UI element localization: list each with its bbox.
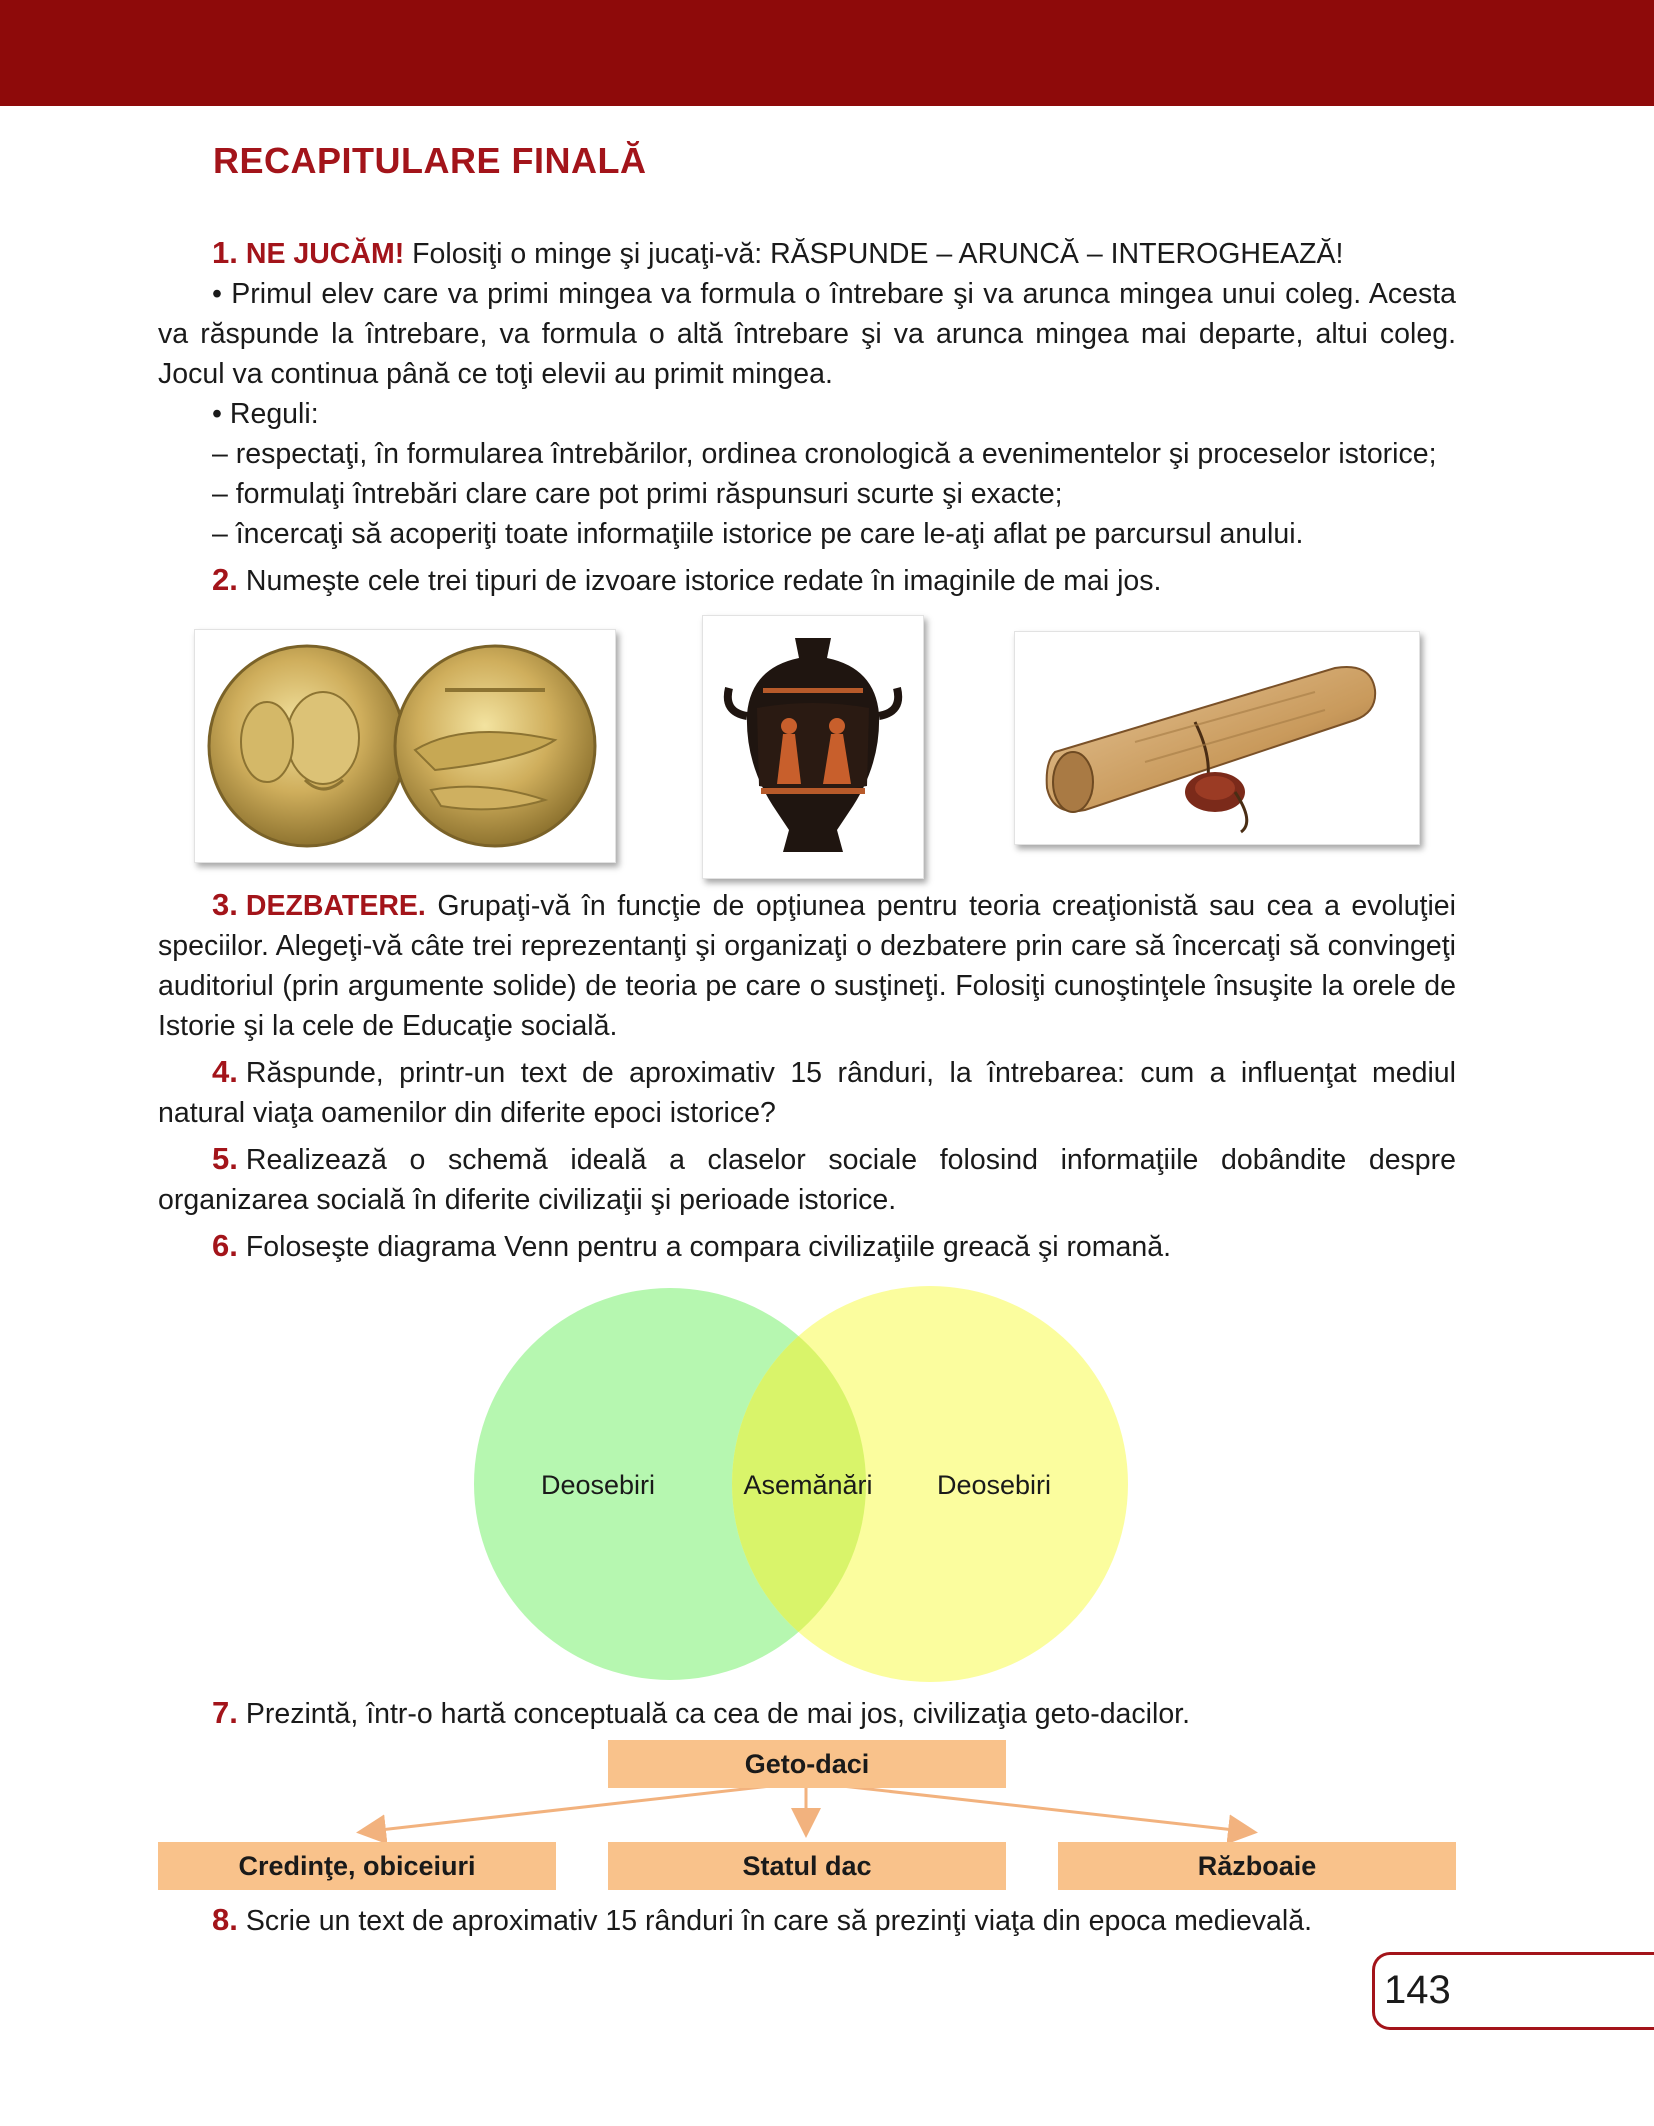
q4-number: 4.: [212, 1054, 238, 1089]
concept-root: Geto-daci: [608, 1740, 1006, 1788]
venn-right-label: Deosebiri: [936, 1470, 1052, 1500]
q8: [158, 1900, 1456, 1941]
q1-text: Folosiţi o minge şi jucaţi-vă: RĂSPUNDE – ARUNCĂ – INTEROGHEAZĂ!: [404, 238, 1344, 270]
concept-child-2: Statul dac: [608, 1842, 1006, 1890]
concept-map: [158, 1740, 1456, 1900]
q6-number: 6.: [212, 1228, 238, 1263]
q1-rule-1: – respectaţi, în formularea întrebărilor, ordinea cronologică a evenimentelor şi proceselor istorice;: [212, 438, 1437, 470]
scroll-image: [1014, 631, 1420, 845]
q8-text: Scrie un text de aproximativ 15 rânduri în care să prezinţi viaţa din epoca medievală.: [245, 1905, 1313, 1937]
q4: [158, 1052, 1456, 1133]
coins-image: [194, 629, 616, 863]
page-title: RECAPITULARE FINALĂ: [213, 140, 647, 181]
q1-number: 1.: [212, 235, 238, 270]
top-color-band: [0, 0, 1654, 106]
page-content: [158, 233, 1456, 1941]
q5-text: Realizează o schemă ideală a claselor sociale folosind informaţiile dobândite despre organizarea socială în diferite civilizaţii şi perioade istorice.: [158, 1144, 1456, 1216]
q4-text: Răspunde, printr-un text de aproximativ 15 rânduri, la întrebarea: cum a influenţat mediul natural viaţa oamenilor din diferite epoci istorice?: [158, 1057, 1456, 1129]
q1-keyword: NE JUCĂM!: [245, 238, 405, 270]
q8-number: 8.: [212, 1902, 238, 1937]
page-number: 143: [1384, 1968, 1451, 2012]
q1-bullet-1: • Primul elev care va primi mingea va formula o întrebare şi va arunca mingea unui coleg. Acesta va răspunde la întrebare, va formula o altă întrebare şi va arunca mingea mai departe, altui coleg. Jocul va continua până ce toţi elevii au primit mingea.: [158, 278, 1456, 390]
q2-text: Numeşte cele trei tipuri de izvoare istorice redate în imaginile de mai jos.: [245, 565, 1162, 597]
q7-number: 7.: [212, 1695, 238, 1730]
q7: [158, 1693, 1456, 1734]
concept-child-3: Războaie: [1058, 1842, 1456, 1890]
concept-child-1: Credinţe, obiceiuri: [158, 1842, 556, 1890]
venn-middle-label: Asemănări: [743, 1470, 873, 1500]
vase-image: [702, 615, 924, 879]
historical-sources-images: [158, 615, 1456, 885]
q5-number: 5.: [212, 1141, 238, 1176]
q1-rule-3: – încercaţi să acoperiţi toate informaţiile istorice pe care le-aţi aflat pe parcursul anului.: [212, 518, 1304, 550]
q6: [158, 1226, 1456, 1267]
q2-number: 2.: [212, 562, 238, 597]
q1-bullet-2: • Reguli:: [212, 398, 319, 430]
q3-text: Grupaţi-vă în funcţie de opţiunea pentru teoria creaţionistă sau cea a evoluţiei speciilor. Alegeţi-vă câte trei reprezentanţi şi organizaţi o dezbatere prin care să încercaţi să convingeţi auditoriul (prin argumente solide) de teoria pe care o susţineţi. Folosiţi cunoştinţele însuşite la orele de Istorie şi la cele de Educaţie socială.: [158, 890, 1456, 1042]
q1-heading: [158, 233, 1456, 274]
q2: [158, 560, 1456, 601]
q3-number: 3.: [212, 887, 238, 922]
q1-rule-2: – formulaţi întrebări clare care pot primi răspunsuri scurte şi exacte;: [212, 478, 1063, 510]
q7-text: Prezintă, într-o hartă conceptuală ca cea de mai jos, civilizaţia geto-dacilor.: [245, 1698, 1191, 1730]
q3-keyword: DEZBATERE.: [245, 890, 426, 922]
venn-diagram: [158, 1279, 1456, 1689]
q5: [158, 1139, 1456, 1220]
venn-left-label: Deosebiri: [540, 1470, 656, 1500]
q6-text: Foloseşte diagrama Venn pentru a compara civilizaţiile greacă şi romană.: [245, 1231, 1171, 1263]
q3: [158, 885, 1456, 1046]
